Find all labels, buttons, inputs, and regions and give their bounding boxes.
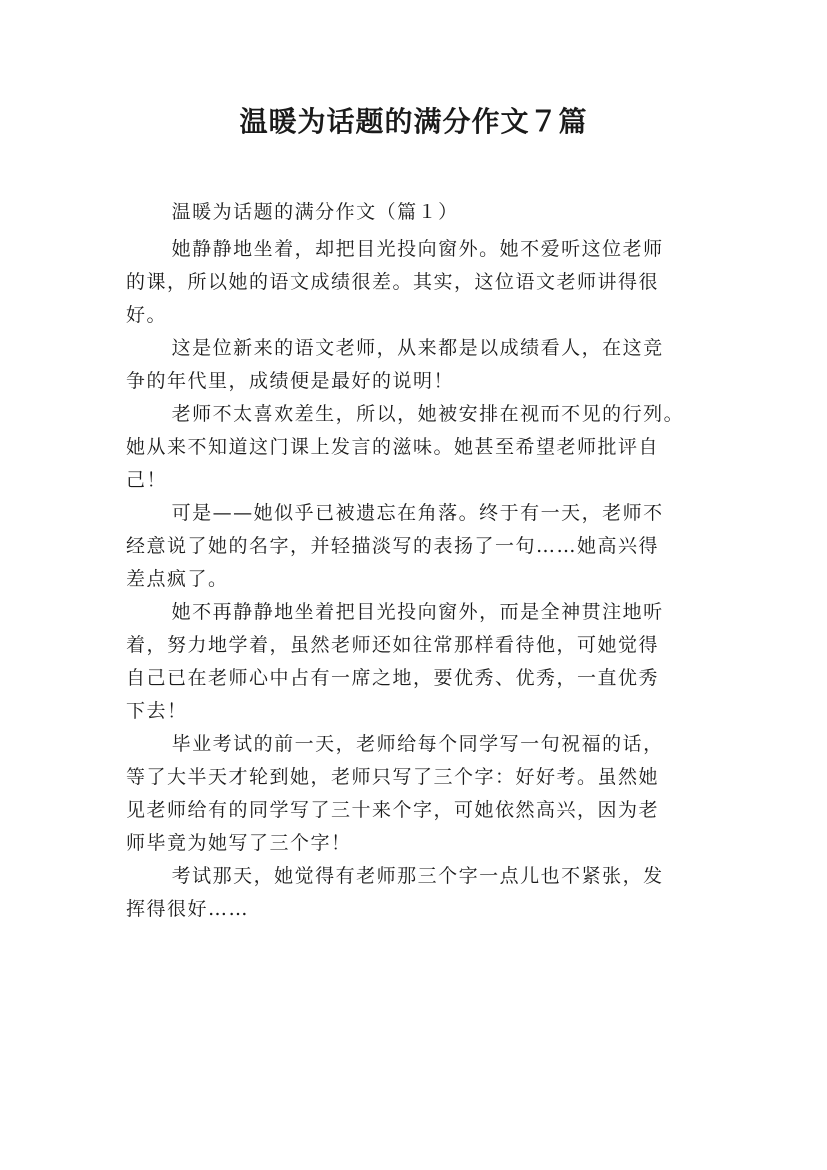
paragraph-7: 考试那天，她觉得有老师那三个字一点儿也不紧张，发 挥得很好…… xyxy=(126,865,664,920)
section-heading: 温暖为话题的满分作文（篇１） xyxy=(171,201,459,223)
document-body xyxy=(126,196,702,926)
paragraph-2: 这是位新来的语文老师，从来都是以成绩看人，在这竞 争的年代里，成绩便是最好的说明！ xyxy=(126,337,664,392)
paragraph-4: 可是——她似乎已被遗忘在角落。终于有一天，老师不 经意说了她的名字，并轻描淡写的表扬了一句……她高兴得 差点疯了。 xyxy=(126,502,664,590)
paragraph-6: 毕业考试的前一天，老师给每个同学写一句祝福的话， 等了大半天才轮到她，老师只写了三个字：好好考。虽然她 见老师给有的同学写了三十来个字，可她依然高兴，因为老 师毕竟为她写了三个字！ xyxy=(126,733,664,854)
paragraph-3: 老师不太喜欢差生，所以，她被安排在视而不见的行列。 她从来不知道这门课上发言的滋味。她甚至希望老师批评自 己！ xyxy=(126,403,685,491)
paragraph-1: 她静静地坐着，却把目光投向窗外。她不爱听这位老师 的课，所以她的语文成绩很差。其实，这位语文老师讲得很 好。 xyxy=(126,238,664,326)
paragraph-5: 她不再静静地坐着把目光投向窗外，而是全神贯注地听 着，努力地学着，虽然老师还如往常那样看待他，可她觉得 自己已在老师心中占有一席之地，要优秀、优秀，一直优秀 下去！ xyxy=(126,601,664,722)
document-title: 温暖为话题的满分作文７篇 xyxy=(239,105,588,138)
